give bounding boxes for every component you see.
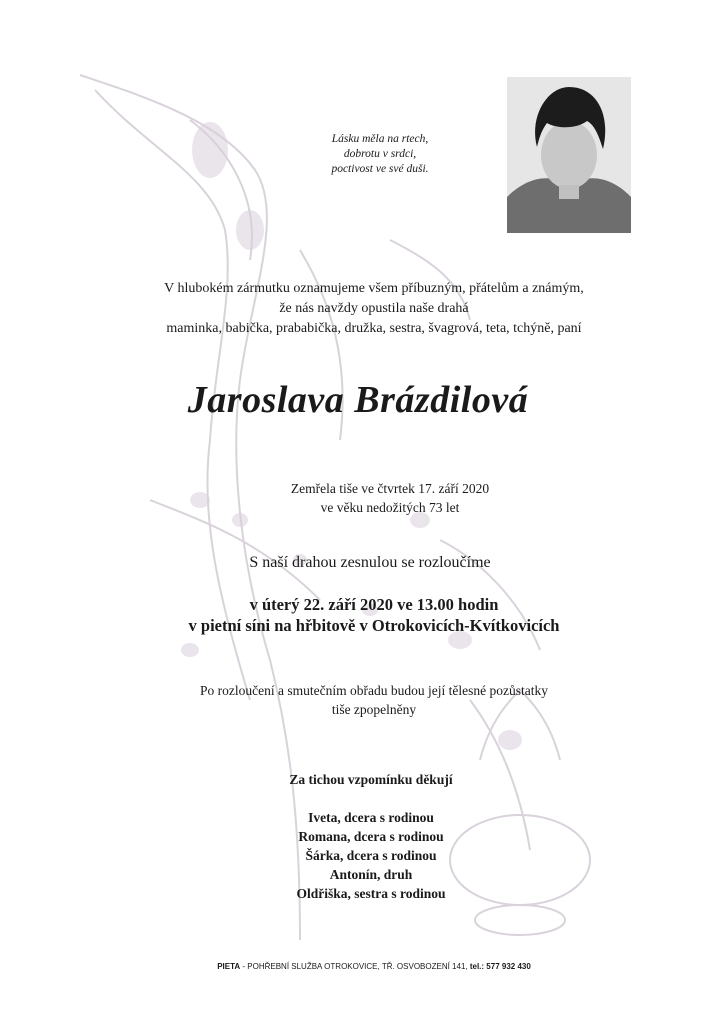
mourners-list (230, 808, 512, 903)
announcement-line: že nás navždy opustila naše drahá (279, 301, 469, 316)
footer-address: - POHŘEBNÍ SLUŽBA OTROKOVICE, TŘ. OSVOBOZENÍ 141, (240, 962, 470, 971)
funeral-service-footer (120, 962, 628, 971)
cremation-line: tiše zpopelněny (331, 702, 417, 717)
memorial-quote (300, 132, 460, 177)
footer-tel-number: 577 932 430 (484, 962, 531, 971)
footer-tel-label: tel.: (469, 962, 485, 971)
ceremony-line: v úterý 22. září 2020 ve 13.00 hodin (249, 595, 499, 614)
announcement-text (120, 279, 628, 339)
death-line: ve věku nedožitých 73 let (320, 500, 460, 515)
announcement-line: maminka, babička, prababička, družka, sestra, švagrová, teta, tchýně, paní (166, 321, 582, 336)
quote-line: Lásku měla na rtech, (331, 133, 429, 145)
mourner-item: Antonín, druh (329, 867, 413, 882)
farewell-text: S naší drahou zesnulou se rozloučíme (249, 554, 491, 571)
ceremony-line: v pietní síni na hřbitově v Otrokovicích-Kvítkovicích (188, 616, 560, 635)
portrait-photo (507, 77, 631, 233)
mourner-item: Romana, dcera s rodinou (298, 829, 444, 844)
portrait-illustration (507, 77, 631, 233)
footer-brand: PIETA (217, 962, 241, 971)
mourner-item: Oldřiška, sestra s rodinou (296, 886, 446, 901)
deceased-name: Jaroslava Brázdilová (187, 379, 529, 421)
mourner-item: Šárka, dcera s rodinou (305, 848, 437, 863)
ceremony-details (120, 594, 628, 636)
death-details (230, 479, 550, 517)
announcement-line: V hlubokém zármutku oznamujeme všem příbuzným, přátelům a známým, (164, 281, 584, 296)
thanks-heading: Za tichou vzpomínku děkují (289, 772, 453, 787)
quote-line: poctivost ve své duši. (331, 163, 429, 175)
mourner-item: Iveta, dcera s rodinou (308, 810, 434, 825)
quote-line: dobrotu v srdci, (343, 148, 417, 160)
cremation-note (120, 681, 628, 719)
cremation-line: Po rozloučení a smutečním obřadu budou její tělesné pozůstatky (200, 683, 548, 698)
death-line: Zemřela tiše ve čtvrtek 17. září 2020 (290, 481, 490, 496)
